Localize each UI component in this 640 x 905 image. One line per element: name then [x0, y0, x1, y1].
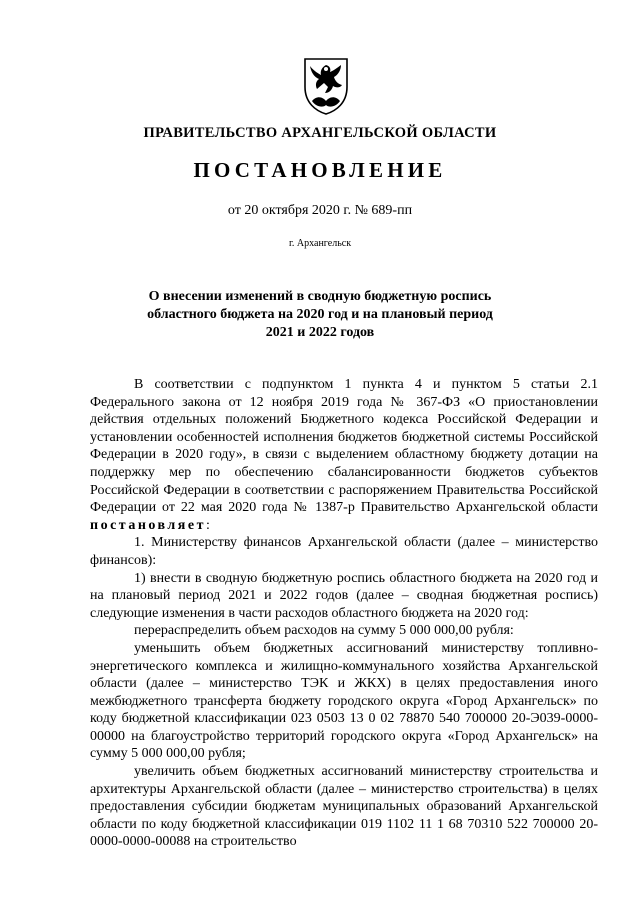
emphasized-verb: постановляет — [90, 517, 206, 533]
document-type: ПОСТАНОВЛЕНИЕ — [193, 158, 447, 182]
body-paragraph: увеличить объем бюджетных ассигнований министерству строительства и архитектуры Архангельской области (далее – министерство строительства) в целях предоставления субсидии бюджетам муниципальных образований Архангельской области по коду бюджетной классификации 019 1102 11 1 68 70310 522 700000 20-0000-0000-00088 на строительство — [90, 764, 598, 850]
paragraph-text: В соответствии с подпунктом 1 пункта 4 и пунктом 5 статьи 2.1 Федерального закона от 12 ноября 2019 года № 367-ФЗ «О приостановлении действия отдельных положений Бюджетного кодекса Российской Федерации и установлении особенностей исполнения бюджетов бюджетной системы Российской Федерации в 2020 году», в связи с выделением областному бюджету дотации на поддержку мер по обеспечению сбалансированности бюджетов субъектов Российской Федерации в соответствии с распоряжением Правительства Российской Федерации от 22 мая 2020 года № 1387-р Правительство Архангельской области — [90, 377, 598, 516]
arkhangelsk-coat-of-arms-icon — [303, 57, 349, 115]
subject-line: О внесении изменений в сводную бюджетную роспись — [148, 289, 492, 304]
decree-body — [90, 376, 598, 851]
body-paragraph: 1) внести в сводную бюджетную роспись областного бюджета на 2020 год и на плановый период 2021 и 2022 годов (далее – сводная бюджетная роспись) следующие изменения в части расходов областного бюджета на 2020 год: — [90, 570, 598, 621]
decree-date-number: от 20 октября 2020 г. № 689-пп — [227, 203, 413, 218]
city: г. Архангельск — [288, 238, 352, 249]
decree-subject — [120, 288, 520, 342]
body-paragraph: 1. Министерству финансов Архангельской области (далее – министерство финансов): — [90, 535, 598, 568]
paragraph-text: : — [205, 517, 210, 533]
government-title: ПРАВИТЕЛЬСТВО АРХАНГЕЛЬСКОЙ ОБЛАСТИ — [143, 125, 497, 141]
body-paragraph: уменьшить объем бюджетных ассигнований министерству топливно-энергетического комплекса и жилищно-коммунального хозяйства Архангельской области (далее – министерство ТЭК и ЖКХ) в целях предоставления иного межбюджетного трансферта бюджету городского округа «Город Архангельск» по коду бюджетной классификации 023 0503 13 0 02 78870 540 700000 20-Э039-0000-00000 на благоустройство территорий городского округа «Город Архангельск» на сумму 5 000 000,00 рубля; — [90, 640, 598, 762]
subject-line: 2021 и 2022 годов — [265, 325, 375, 340]
body-paragraph: перераспределить объем расходов на сумму 5 000 000,00 рубля: — [134, 623, 514, 639]
body-paragraph — [90, 376, 598, 534]
subject-line: областного бюджета на 2020 год и на плановый период — [147, 307, 493, 322]
